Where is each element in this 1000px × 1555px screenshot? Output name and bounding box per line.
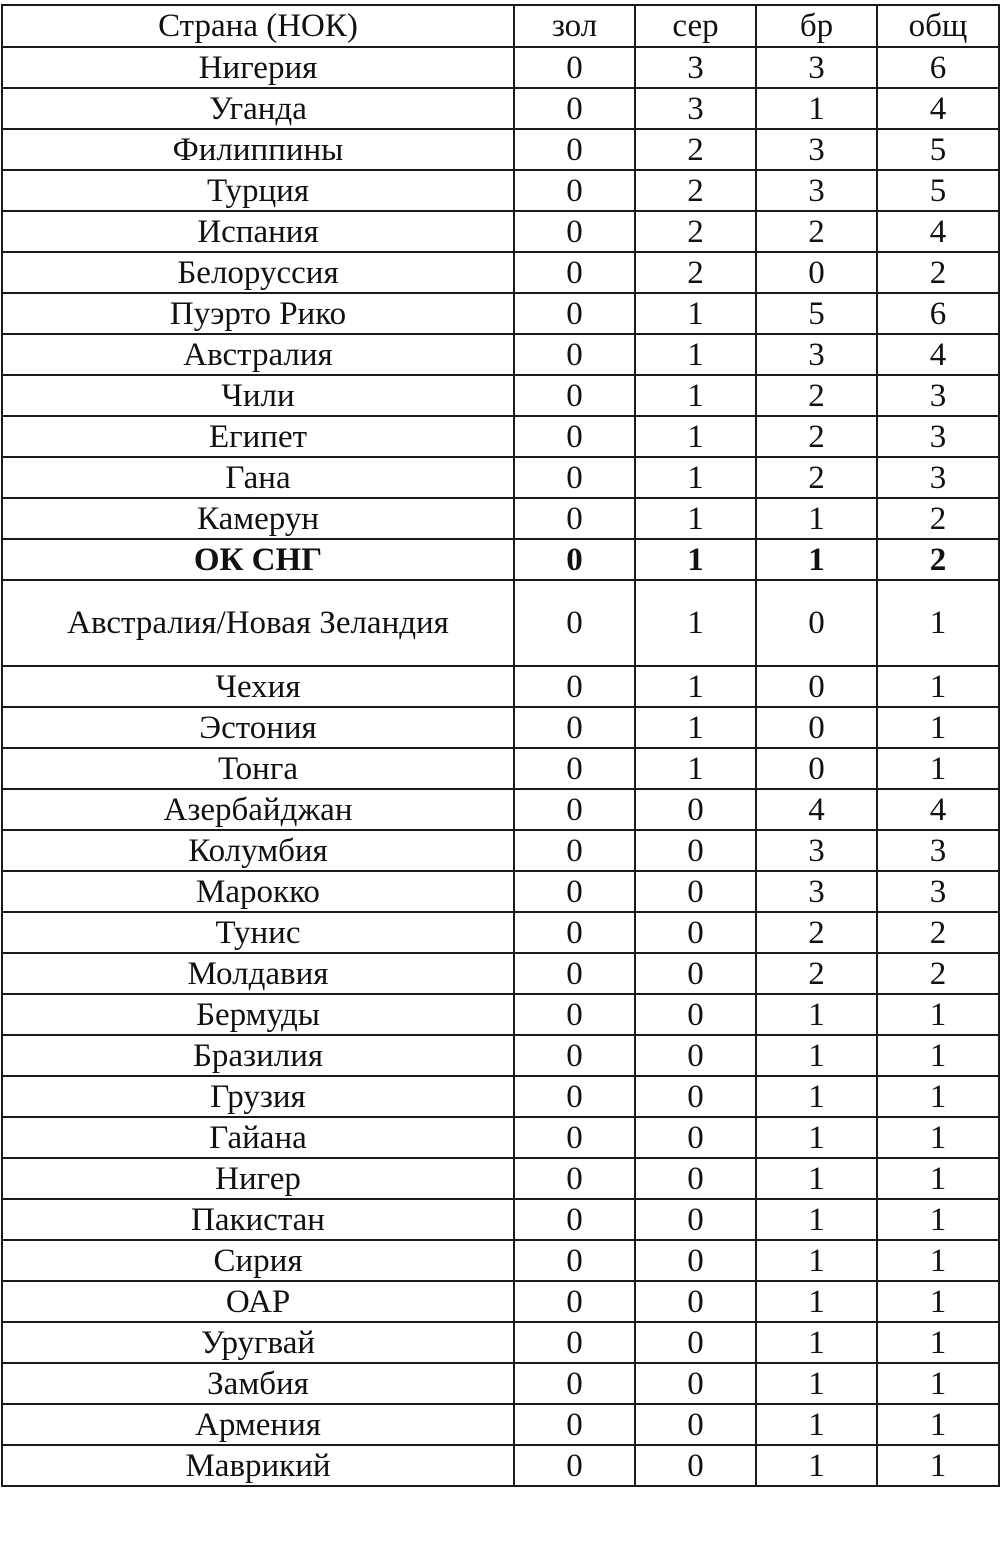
table-row bbox=[2, 580, 999, 666]
silver-cell: 0 bbox=[635, 789, 756, 830]
bronze-cell: 1 bbox=[756, 1240, 877, 1281]
header-country: Страна (НОК) bbox=[2, 5, 514, 47]
bronze-cell: 2 bbox=[756, 457, 877, 498]
total-cell: 1 bbox=[877, 666, 999, 707]
total-cell: 1 bbox=[877, 748, 999, 789]
total-cell: 2 bbox=[877, 953, 999, 994]
country-cell: ОК СНГ bbox=[2, 539, 514, 580]
total-cell: 6 bbox=[877, 47, 999, 88]
total-cell: 4 bbox=[877, 88, 999, 129]
country-cell: Тунис bbox=[2, 912, 514, 953]
country-cell: Пакистан bbox=[2, 1199, 514, 1240]
gold-cell: 0 bbox=[514, 252, 635, 293]
table-row bbox=[2, 1404, 999, 1445]
country-cell: Армения bbox=[2, 1404, 514, 1445]
country-cell: Турция bbox=[2, 170, 514, 211]
gold-cell: 0 bbox=[514, 1117, 635, 1158]
country-cell: Молдавия bbox=[2, 953, 514, 994]
gold-cell: 0 bbox=[514, 580, 635, 666]
gold-cell: 0 bbox=[514, 375, 635, 416]
gold-cell: 0 bbox=[514, 457, 635, 498]
table-row bbox=[2, 252, 999, 293]
silver-cell: 1 bbox=[635, 498, 756, 539]
gold-cell: 0 bbox=[514, 170, 635, 211]
silver-cell: 1 bbox=[635, 416, 756, 457]
header-gold: зол bbox=[514, 5, 635, 47]
total-cell: 1 bbox=[877, 1322, 999, 1363]
silver-cell: 1 bbox=[635, 334, 756, 375]
silver-cell: 0 bbox=[635, 871, 756, 912]
bronze-cell: 1 bbox=[756, 1035, 877, 1076]
silver-cell: 2 bbox=[635, 211, 756, 252]
total-cell: 1 bbox=[877, 1281, 999, 1322]
gold-cell: 0 bbox=[514, 1363, 635, 1404]
table-row bbox=[2, 170, 999, 211]
table-body bbox=[2, 47, 999, 1486]
table-row bbox=[2, 830, 999, 871]
silver-cell: 2 bbox=[635, 252, 756, 293]
gold-cell: 0 bbox=[514, 498, 635, 539]
country-cell: Грузия bbox=[2, 1076, 514, 1117]
total-cell: 5 bbox=[877, 170, 999, 211]
table-row bbox=[2, 129, 999, 170]
gold-cell: 0 bbox=[514, 539, 635, 580]
silver-cell: 1 bbox=[635, 457, 756, 498]
silver-cell: 1 bbox=[635, 539, 756, 580]
country-cell: Тонга bbox=[2, 748, 514, 789]
country-cell: Нигер bbox=[2, 1158, 514, 1199]
table-row bbox=[2, 1199, 999, 1240]
silver-cell: 1 bbox=[635, 748, 756, 789]
silver-cell: 0 bbox=[635, 1199, 756, 1240]
bronze-cell: 3 bbox=[756, 334, 877, 375]
total-cell: 2 bbox=[877, 498, 999, 539]
bronze-cell: 2 bbox=[756, 375, 877, 416]
gold-cell: 0 bbox=[514, 1199, 635, 1240]
bronze-cell: 1 bbox=[756, 1158, 877, 1199]
total-cell: 1 bbox=[877, 1117, 999, 1158]
table-row bbox=[2, 334, 999, 375]
total-cell: 1 bbox=[877, 1035, 999, 1076]
bronze-cell: 3 bbox=[756, 170, 877, 211]
country-cell: Сирия bbox=[2, 1240, 514, 1281]
country-cell: Гана bbox=[2, 457, 514, 498]
gold-cell: 0 bbox=[514, 293, 635, 334]
country-cell: Замбия bbox=[2, 1363, 514, 1404]
silver-cell: 0 bbox=[635, 1445, 756, 1486]
bronze-cell: 2 bbox=[756, 211, 877, 252]
total-cell: 3 bbox=[877, 375, 999, 416]
country-cell: Белоруссия bbox=[2, 252, 514, 293]
total-cell: 6 bbox=[877, 293, 999, 334]
country-cell: ОАР bbox=[2, 1281, 514, 1322]
table-row bbox=[2, 1281, 999, 1322]
table-row bbox=[2, 1445, 999, 1486]
silver-cell: 1 bbox=[635, 580, 756, 666]
bronze-cell: 1 bbox=[756, 1404, 877, 1445]
silver-cell: 3 bbox=[635, 88, 756, 129]
table-row bbox=[2, 498, 999, 539]
total-cell: 1 bbox=[877, 1076, 999, 1117]
country-cell: Бразилия bbox=[2, 1035, 514, 1076]
country-cell: Бермуды bbox=[2, 994, 514, 1035]
bronze-cell: 1 bbox=[756, 1076, 877, 1117]
total-cell: 4 bbox=[877, 789, 999, 830]
bronze-cell: 0 bbox=[756, 666, 877, 707]
silver-cell: 0 bbox=[635, 1240, 756, 1281]
silver-cell: 0 bbox=[635, 994, 756, 1035]
gold-cell: 0 bbox=[514, 334, 635, 375]
bronze-cell: 3 bbox=[756, 871, 877, 912]
table-row bbox=[2, 1117, 999, 1158]
gold-cell: 0 bbox=[514, 1076, 635, 1117]
total-cell: 1 bbox=[877, 707, 999, 748]
total-cell: 1 bbox=[877, 580, 999, 666]
bronze-cell: 4 bbox=[756, 789, 877, 830]
header-total: общ bbox=[877, 5, 999, 47]
country-cell: Филиппины bbox=[2, 129, 514, 170]
silver-cell: 1 bbox=[635, 375, 756, 416]
gold-cell: 0 bbox=[514, 129, 635, 170]
country-cell: Марокко bbox=[2, 871, 514, 912]
table-row bbox=[2, 789, 999, 830]
silver-cell: 0 bbox=[635, 1404, 756, 1445]
bronze-cell: 1 bbox=[756, 1281, 877, 1322]
gold-cell: 0 bbox=[514, 789, 635, 830]
gold-cell: 0 bbox=[514, 1035, 635, 1076]
gold-cell: 0 bbox=[514, 994, 635, 1035]
silver-cell: 1 bbox=[635, 293, 756, 334]
bronze-cell: 1 bbox=[756, 994, 877, 1035]
table-row bbox=[2, 1076, 999, 1117]
total-cell: 1 bbox=[877, 1158, 999, 1199]
total-cell: 4 bbox=[877, 211, 999, 252]
silver-cell: 0 bbox=[635, 912, 756, 953]
total-cell: 1 bbox=[877, 994, 999, 1035]
table-row bbox=[2, 1322, 999, 1363]
header-silver: сер bbox=[635, 5, 756, 47]
silver-cell: 0 bbox=[635, 1117, 756, 1158]
bronze-cell: 0 bbox=[756, 252, 877, 293]
bronze-cell: 1 bbox=[756, 498, 877, 539]
total-cell: 1 bbox=[877, 1199, 999, 1240]
table-row bbox=[2, 953, 999, 994]
header-row bbox=[2, 5, 999, 47]
silver-cell: 0 bbox=[635, 1158, 756, 1199]
table-row bbox=[2, 912, 999, 953]
gold-cell: 0 bbox=[514, 1322, 635, 1363]
gold-cell: 0 bbox=[514, 1445, 635, 1486]
total-cell: 2 bbox=[877, 539, 999, 580]
silver-cell: 0 bbox=[635, 1076, 756, 1117]
bronze-cell: 1 bbox=[756, 1199, 877, 1240]
silver-cell: 0 bbox=[635, 830, 756, 871]
table-row bbox=[2, 1158, 999, 1199]
country-cell: Азербайджан bbox=[2, 789, 514, 830]
gold-cell: 0 bbox=[514, 1158, 635, 1199]
silver-cell: 0 bbox=[635, 1363, 756, 1404]
bronze-cell: 0 bbox=[756, 748, 877, 789]
bronze-cell: 0 bbox=[756, 707, 877, 748]
bronze-cell: 3 bbox=[756, 830, 877, 871]
total-cell: 1 bbox=[877, 1445, 999, 1486]
total-cell: 2 bbox=[877, 912, 999, 953]
table-row bbox=[2, 539, 999, 580]
table-row bbox=[2, 88, 999, 129]
table-row bbox=[2, 375, 999, 416]
country-cell: Нигерия bbox=[2, 47, 514, 88]
silver-cell: 0 bbox=[635, 953, 756, 994]
gold-cell: 0 bbox=[514, 47, 635, 88]
table-row bbox=[2, 707, 999, 748]
silver-cell: 0 bbox=[635, 1322, 756, 1363]
country-cell: Колумбия bbox=[2, 830, 514, 871]
gold-cell: 0 bbox=[514, 707, 635, 748]
bronze-cell: 1 bbox=[756, 1363, 877, 1404]
bronze-cell: 2 bbox=[756, 953, 877, 994]
bronze-cell: 1 bbox=[756, 1117, 877, 1158]
total-cell: 3 bbox=[877, 871, 999, 912]
silver-cell: 1 bbox=[635, 707, 756, 748]
total-cell: 1 bbox=[877, 1240, 999, 1281]
country-cell: Гайана bbox=[2, 1117, 514, 1158]
bronze-cell: 0 bbox=[756, 580, 877, 666]
gold-cell: 0 bbox=[514, 912, 635, 953]
gold-cell: 0 bbox=[514, 748, 635, 789]
bronze-cell: 1 bbox=[756, 539, 877, 580]
gold-cell: 0 bbox=[514, 211, 635, 252]
table-row bbox=[2, 666, 999, 707]
table-row bbox=[2, 1035, 999, 1076]
gold-cell: 0 bbox=[514, 953, 635, 994]
gold-cell: 0 bbox=[514, 416, 635, 457]
bronze-cell: 1 bbox=[756, 88, 877, 129]
table-row bbox=[2, 47, 999, 88]
country-cell: Испания bbox=[2, 211, 514, 252]
table-row bbox=[2, 457, 999, 498]
table-row bbox=[2, 293, 999, 334]
table-row bbox=[2, 1240, 999, 1281]
gold-cell: 0 bbox=[514, 1240, 635, 1281]
bronze-cell: 3 bbox=[756, 47, 877, 88]
country-cell: Чехия bbox=[2, 666, 514, 707]
total-cell: 4 bbox=[877, 334, 999, 375]
country-cell: Уругвай bbox=[2, 1322, 514, 1363]
country-cell: Камерун bbox=[2, 498, 514, 539]
gold-cell: 0 bbox=[514, 871, 635, 912]
country-cell: Пуэрто Рико bbox=[2, 293, 514, 334]
bronze-cell: 1 bbox=[756, 1322, 877, 1363]
bronze-cell: 2 bbox=[756, 912, 877, 953]
country-cell: Египет bbox=[2, 416, 514, 457]
country-cell: Уганда bbox=[2, 88, 514, 129]
table-row bbox=[2, 748, 999, 789]
total-cell: 5 bbox=[877, 129, 999, 170]
total-cell: 2 bbox=[877, 252, 999, 293]
country-cell: Австралия/Новая Зеландия bbox=[2, 580, 514, 666]
country-cell: Чили bbox=[2, 375, 514, 416]
silver-cell: 0 bbox=[635, 1281, 756, 1322]
gold-cell: 0 bbox=[514, 1404, 635, 1445]
table-row bbox=[2, 871, 999, 912]
country-cell: Эстония bbox=[2, 707, 514, 748]
medal-table bbox=[1, 4, 1000, 1487]
table-row bbox=[2, 994, 999, 1035]
header-bronze: бр bbox=[756, 5, 877, 47]
silver-cell: 0 bbox=[635, 1035, 756, 1076]
table-row bbox=[2, 1363, 999, 1404]
total-cell: 3 bbox=[877, 830, 999, 871]
total-cell: 3 bbox=[877, 457, 999, 498]
bronze-cell: 3 bbox=[756, 129, 877, 170]
bronze-cell: 2 bbox=[756, 416, 877, 457]
gold-cell: 0 bbox=[514, 666, 635, 707]
table-row bbox=[2, 211, 999, 252]
gold-cell: 0 bbox=[514, 88, 635, 129]
table-row bbox=[2, 416, 999, 457]
gold-cell: 0 bbox=[514, 830, 635, 871]
silver-cell: 3 bbox=[635, 47, 756, 88]
silver-cell: 1 bbox=[635, 666, 756, 707]
bronze-cell: 5 bbox=[756, 293, 877, 334]
total-cell: 1 bbox=[877, 1363, 999, 1404]
gold-cell: 0 bbox=[514, 1281, 635, 1322]
silver-cell: 2 bbox=[635, 129, 756, 170]
silver-cell: 2 bbox=[635, 170, 756, 211]
country-cell: Маврикий bbox=[2, 1445, 514, 1486]
total-cell: 1 bbox=[877, 1404, 999, 1445]
bronze-cell: 1 bbox=[756, 1445, 877, 1486]
country-cell: Австралия bbox=[2, 334, 514, 375]
total-cell: 3 bbox=[877, 416, 999, 457]
